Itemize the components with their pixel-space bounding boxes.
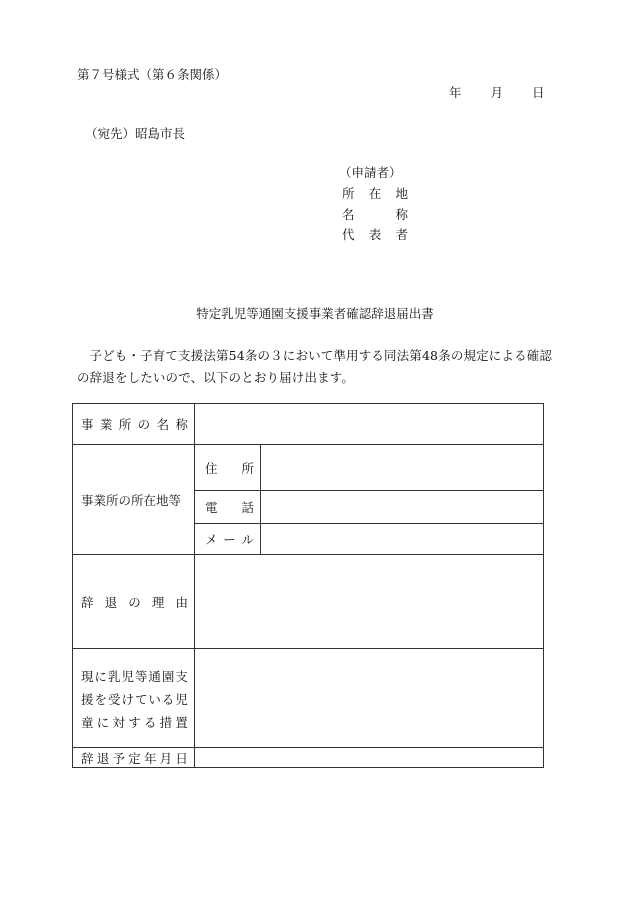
address-label: 住 所 bbox=[195, 445, 261, 491]
email-label: メ ー ル bbox=[195, 524, 261, 555]
table-row bbox=[73, 748, 544, 768]
date-year: 年 bbox=[449, 85, 462, 100]
document-title: 特定乳児等通園支援事業者確認辞退届出書 bbox=[196, 306, 434, 321]
date-month: 月 bbox=[490, 85, 504, 100]
document-body: 子ども・子育て支援法第54条の３において準用する同法第48条の規定による確認の辞退をしたいので、以下のとおり届け出ます。 bbox=[77, 348, 553, 385]
applicant-heading: （申請者） bbox=[339, 165, 402, 180]
applicant-name-label: 名 称 bbox=[342, 207, 408, 222]
form-number: 第７号様式（第６条関係） bbox=[77, 67, 228, 82]
table-row bbox=[73, 555, 544, 649]
reason-label: 辞 退 の 理 由 bbox=[73, 555, 195, 649]
reason-field[interactable] bbox=[195, 555, 544, 649]
withdrawal-date-label: 辞 退 予 定 年 月 日 bbox=[73, 748, 195, 768]
applicant-address-label: 所 在 地 bbox=[342, 186, 408, 201]
address-field[interactable] bbox=[261, 445, 544, 491]
table-row bbox=[73, 404, 544, 445]
table-row bbox=[73, 445, 544, 491]
facility-name-field[interactable] bbox=[195, 404, 544, 445]
email-field[interactable] bbox=[261, 524, 544, 555]
date-line bbox=[449, 87, 545, 100]
measures-field[interactable] bbox=[195, 649, 544, 748]
facility-address-group-label: 事業所の所在地等 bbox=[73, 445, 195, 555]
form-table bbox=[72, 403, 544, 768]
phone-label: 電 話 bbox=[195, 491, 261, 524]
date-day: 日 bbox=[532, 85, 545, 100]
facility-name-label: 事 業 所 の 名 称 bbox=[73, 404, 195, 445]
addressee: （宛先）昭島市長 bbox=[85, 126, 186, 141]
withdrawal-date-field[interactable] bbox=[195, 748, 544, 768]
table-row bbox=[73, 649, 544, 748]
phone-field[interactable] bbox=[261, 491, 544, 524]
applicant-representative-label: 代 表 者 bbox=[342, 227, 408, 242]
measures-label: 現 に 乳 児 等 通 園 支 援 を 受 け て い る 児 童 に 対 す る 措 置 bbox=[73, 649, 195, 748]
